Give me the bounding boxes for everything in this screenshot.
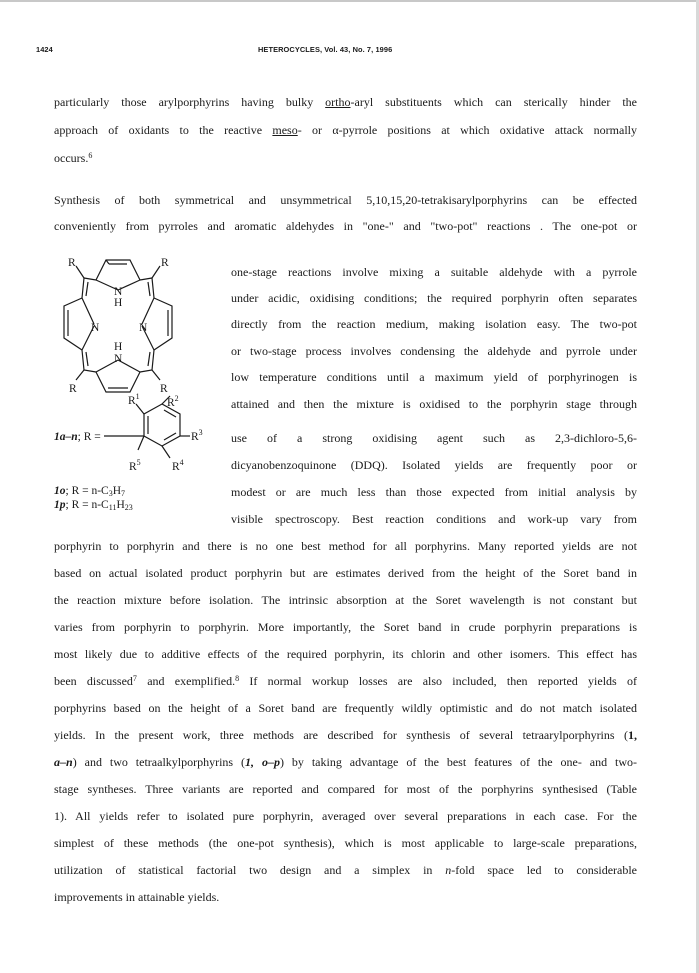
svg-text:R5: $R^5$ [129, 458, 141, 473]
svg-text:R3: $R^3$ [191, 428, 203, 443]
para2-line: the reaction mixture before isolation. The intrinsic absorption at the Soret wavelength is not constant but [54, 593, 637, 607]
para1-line1: particularly those arylporphyrins having bulky ortho-aryl substituents which can sterically hinder the [54, 95, 637, 109]
para2-side-line: directly from the reaction medium, making isolation easy. The two-pot [231, 317, 637, 331]
citation-7: 7 [132, 674, 137, 683]
svg-text:R1: $R^1$ [128, 392, 140, 407]
nitrogen-label: N [114, 286, 123, 298]
para2-line: simplest of these methods (the one-pot synthesis), which is most applicable to large-scale preparations, [54, 836, 637, 850]
para1-line2: approach of oxidants to the reactive meso- or α-pyrrole positions at which oxidative attack normally [54, 123, 637, 137]
aryl-substituent-labels [128, 392, 203, 473]
r2-label: R [167, 397, 175, 409]
para2-side-line: use of a strong oxidising agent such as 2,3-dichloro-5,6- [231, 431, 637, 445]
para2-line: a–n) and two tetraalkylporphyrins (1, o–p) by taking advantage of the best features of the one- and two- [54, 755, 638, 769]
para1-line3: occurs.$^6$ [54, 151, 93, 165]
para2-side-line: modest or are much less than those expected from initial analysis by [231, 485, 637, 499]
r1-label: R [128, 395, 136, 407]
meso-r-label: R [161, 257, 169, 269]
svg-text:R4: $R^4$ [172, 458, 184, 473]
para2-side-line: or two-stage process involves condensing the aldehyde and pyrrole under [231, 344, 637, 358]
hydrogen-label: H [114, 297, 123, 309]
para2-side-line: dicyanobenzoquinone (DDQ). Isolated yields are frequently poor or [231, 458, 637, 472]
para2-line: varies from porphyrin to porphyrin. More importantly, the Soret band in crude porphyrin preparations is [54, 620, 637, 634]
para2-line: utilization of statistical factorial two design and a simplex in n-fold space led to considerable [54, 863, 638, 877]
r4-label: R [172, 461, 180, 473]
r3-label: R [191, 431, 199, 443]
para2-line: yields. In the present work, three methods are described for synthesis of several tetraarylporphyrins (1, [54, 728, 637, 742]
para2-side-line: attained and then the mixture is oxidised to the porphyrin stage through [231, 397, 637, 411]
para2-line: improvements in attainable yields. [54, 890, 220, 904]
page-top-border [0, 0, 699, 2]
para2-side-line: low temperature conditions until a maximum yield of porphyrinogen is [231, 370, 637, 384]
meso-r-label: R [68, 257, 76, 269]
journal-header: HETEROCYCLES, Vol. 43, No. 7, 1996 [258, 45, 393, 54]
para2-line: most likely due to additive effects of the required porphyrin, its chlorin and other isomers. This effect has [54, 647, 637, 661]
nitrogen-label: N [139, 322, 148, 334]
compound-label-1o: 1o; $R = n-C_3H_7$ [54, 485, 126, 498]
compound-label-1p: 1p; $R = n-C_{11}H_{23}$ [54, 499, 133, 512]
citation-6: 6 [88, 151, 93, 160]
compound-label-1a-n: 1a–n; R = [54, 431, 101, 443]
para2-line: been discussed$^7$ and exemplified.$^8$ If normal workup losses are also included, then reported yields of [54, 674, 637, 688]
aryl-ring [104, 396, 190, 458]
svg-text:R2: $R^2$ [167, 394, 179, 409]
hydrogen-label: H [114, 341, 123, 353]
nitrogen-label: N [91, 322, 100, 334]
nitrogen-label: N [114, 353, 123, 365]
para2-line2: conveniently from pyrroles and aromatic aldehydes in "one-" and "two-pot" reactions . The one-pot or [54, 219, 637, 233]
porphyrin-ring [64, 260, 172, 392]
citation-8: 8 [235, 674, 240, 683]
r5-label: R [129, 461, 137, 473]
page-number: 1424 [36, 45, 53, 54]
para2-line: porphyrins based on the height of a Soret band are frequently wildly optimistic and do not match isolated [54, 701, 637, 715]
para2-side-line: visible spectroscopy. Best reaction conditions and work-up vary from [231, 512, 637, 526]
para2-side-line: under acidic, oxidising conditions; the required porphyrin often separates [231, 291, 637, 305]
meso-r-label: R [69, 383, 77, 395]
para2-side-line: one-stage reactions involve mixing a suitable aldehyde with a pyrrole [231, 265, 637, 279]
para2-line: 1). All yields refer to isolated pure porphyrin, averaged over several preparations in each case. For the [54, 809, 637, 823]
para2-line: based on actual isolated product porphyrin but are estimates derived from the height of the Soret band in [54, 566, 637, 580]
meso-r-label: R [160, 383, 168, 395]
para2-line: porphyrin to porphyrin and there is no one best method for all porphyrins. Many reported yields are not [54, 539, 637, 553]
para2-line: stage syntheses. Three variants are reported and compared for most of the porphyrins synthesised (Table [54, 782, 637, 796]
para2-line1: Synthesis of both symmetrical and unsymmetrical 5,10,15,20-tetrakisarylporphyrins can be effected [54, 193, 637, 207]
